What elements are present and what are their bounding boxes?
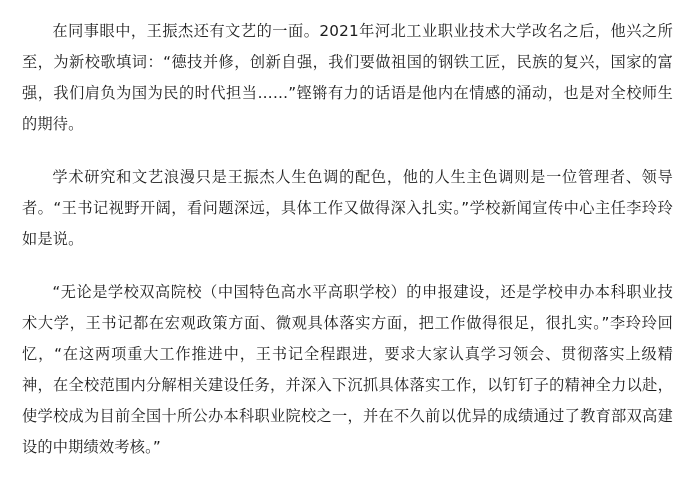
paragraph: “无论是学校双高院校（中国特色高水平高职学校）的申报建设，还是学校申办本科职业技术大学，王书记都在宏观政策方面、微观具体落实方面，把工作做得很足，很扎实。”李玲玲回忆，“在这两项重大工作推进中，王书记全程跟进，要求大家认真学习领会、贯彻落实上级精神，在全校范围内分解相关建设任务，并深入下沉抓具体落实工作，以钉钉子的精神全力以赴，使学校成为目前全国十所公办本科职业院校之一，并在不久前以优异的成绩通过了教育部双高建设的中期绩效考核。”	[22, 283, 673, 456]
paragraph: 在同事眼中，王振杰还有文艺的一面。2021年河北工业职业技术大学改名之后，他兴之所至，为新校歌填词：“德技并修，创新自强，我们要做祖国的钢铁工匠，民族的复兴，国家的富强，我们肩负为国为民的时代担当……”铿锵有力的话语是他内在情感的涌动，也是对全校师生的期待。	[22, 22, 673, 133]
paragraph: 学术研究和文艺浪漫只是王振杰人生色调的配色，他的人生主色调则是一位管理者、领导者。“王书记视野开阔，看问题深远，具体工作又做得深入扎实。”学校新闻宣传中心主任李玲玲如是说。	[22, 168, 673, 248]
